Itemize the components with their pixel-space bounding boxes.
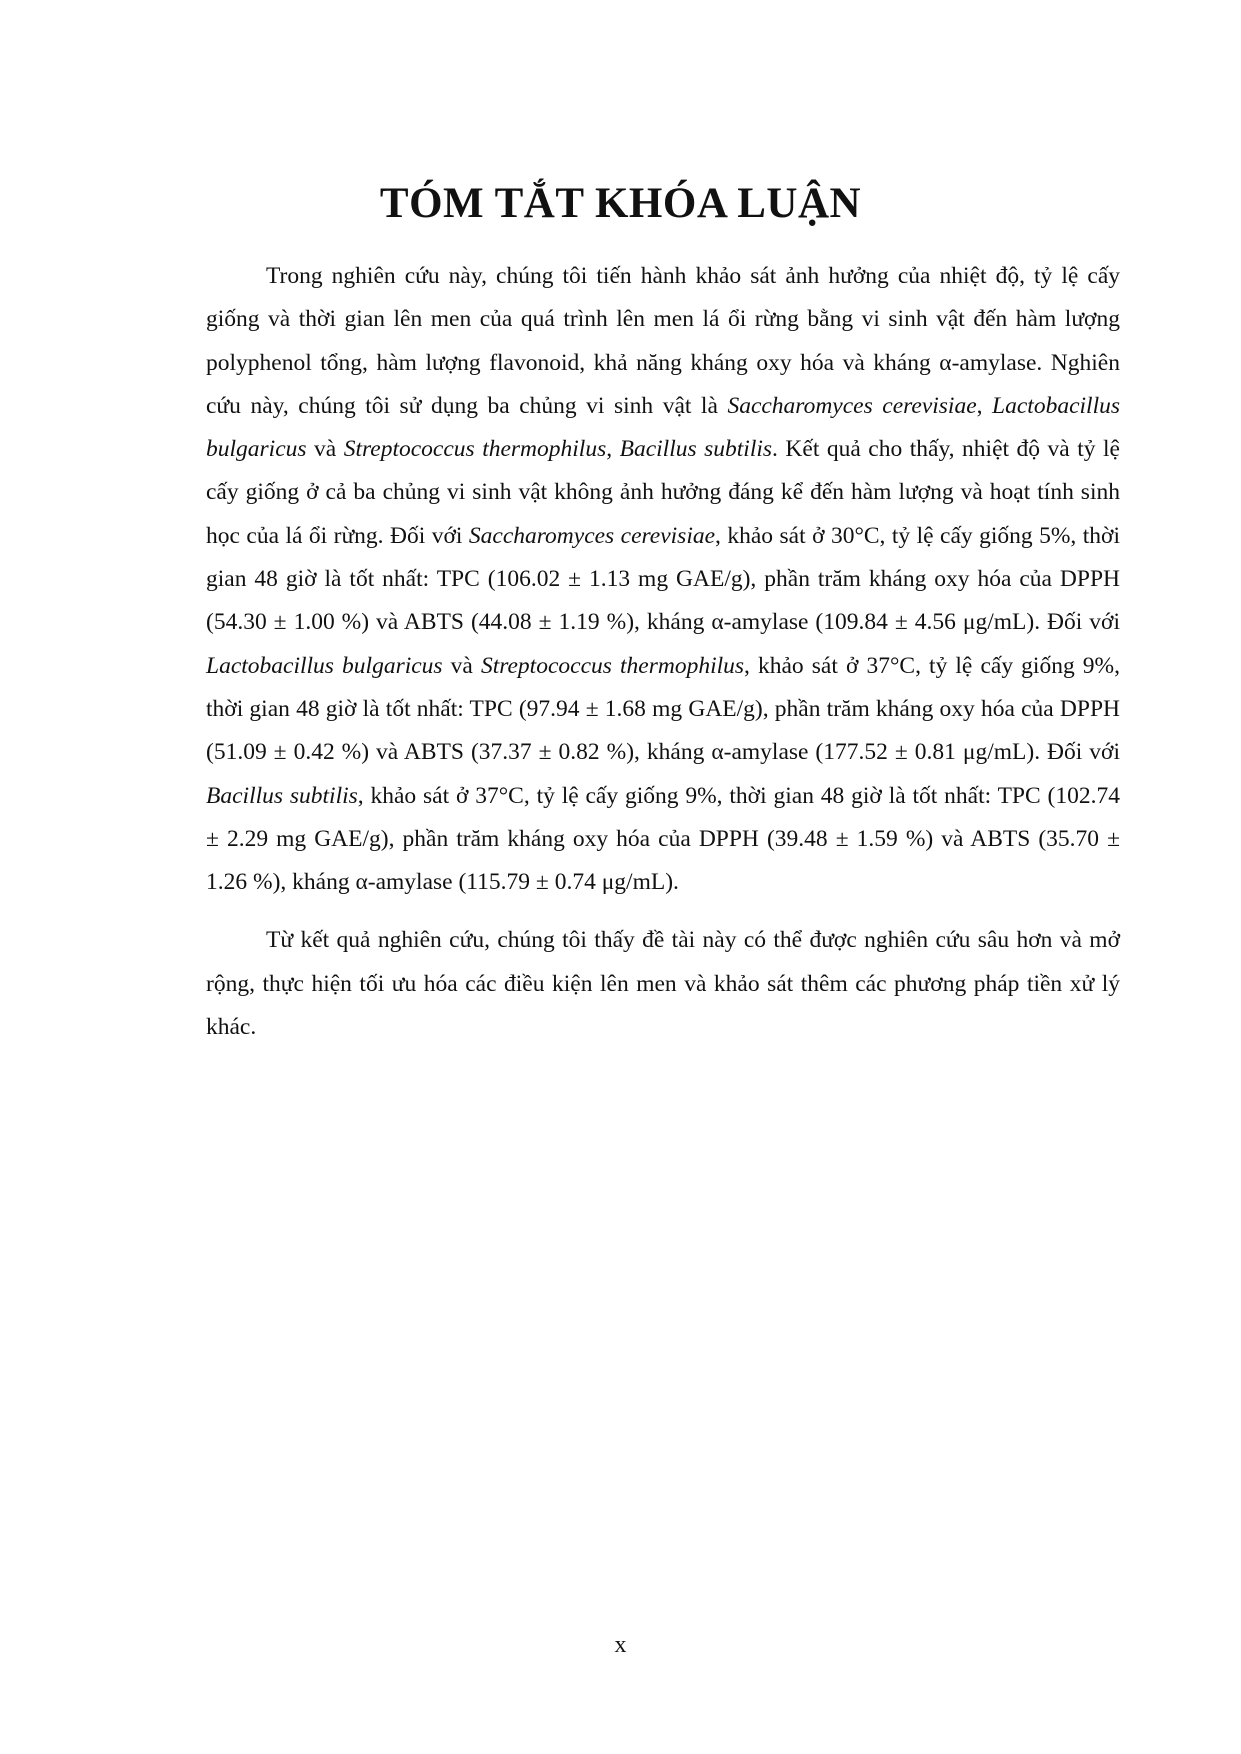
text-segment: ,: [976, 392, 993, 419]
species-name: Bacillus subtilis: [206, 782, 358, 809]
species-name: Saccharomyces cerevisiae: [727, 392, 977, 419]
species-name: Bacillus subtilis: [619, 436, 773, 463]
species-name: Lactobacillus bulgaricus: [206, 652, 443, 679]
abstract-body: [206, 255, 1120, 1049]
text-segment: , khảo sát ở 37°C, tỷ lệ cấy giống 9%, thời gian 48 giờ là tốt nhất: TPC (102.74 ± 2.29 mg GAE/g), phần trăm kháng oxy hóa của DPPH (39.48 ± 1.59 %) và ABTS (35.70 ± 1.26 %), kháng α-amylase (115.79 ± 0.74 μg/mL).: [206, 782, 1120, 896]
species-name: Streptococcus thermophilus: [343, 436, 607, 463]
text-segment: và: [306, 436, 344, 463]
text-segment: , khảo sát ở 30°C, tỷ lệ cấy giống 5%, thời gian 48 giờ là tốt nhất: TPC (106.02 ± 1.13 mg GAE/g), phần trăm kháng oxy hóa của DPPH (54.30 ± 1.00 %) và ABTS (44.08 ± 1.19 %), kháng α-amylase (109.84 ± 4.56 μg/mL). Đối với: [206, 522, 1120, 636]
page-number: x: [614, 1632, 627, 1658]
text-segment: , khảo sát ở 37°C, tỷ lệ cấy giống 9%, thời gian 48 giờ là tốt nhất: TPC (97.94 ± 1.68 mg GAE/g), phần trăm kháng oxy hóa của DPPH (51.09 ± 0.42 %) và ABTS (37.37 ± 0.82 %), kháng α-amylase (177.52 ± 0.81 μg/mL). Đối với: [206, 652, 1120, 766]
species-name: Lactobacillus bulgaricus: [206, 392, 1120, 463]
species-name: Saccharomyces cerevisiae: [468, 522, 716, 549]
text-segment: Trong nghiên cứu này, chúng tôi tiến hành khảo sát ảnh hưởng của nhiệt độ, tỷ lệ cấy giống và thời gian lên men của quá trình lên men lá ổi rừng bằng vi sinh vật đến hàm lượng polyphenol tổng, hàm lượng flavonoid, khả năng kháng oxy hóa và kháng α-amylase. Nghiên cứu này, chúng tôi sử dụng ba chủng vi sinh vật là: [206, 263, 1120, 419]
text-segment: ,: [606, 436, 620, 463]
species-name: Streptococcus thermophilus: [480, 652, 745, 679]
abstract-paragraph-1: [206, 255, 1120, 904]
text-segment: và: [442, 652, 481, 679]
text-segment: . Kết quả cho thấy, nhiệt độ và tỷ lệ cấy giống ở cả ba chủng vi sinh vật không ảnh hưởng đáng kể đến hàm lượng và hoạt tính sinh học của lá ổi rừng. Đối với: [206, 436, 1120, 549]
page-title: TÓM TẮT KHÓA LUẬN: [379, 180, 862, 227]
abstract-paragraph-2: Từ kết quả nghiên cứu, chúng tôi thấy đề tài này có thể được nghiên cứu sâu hơn và mở rộng, thực hiện tối ưu hóa các điều kiện lên men và khảo sát thêm các phương pháp tiền xử lý khác.: [206, 927, 1120, 1041]
